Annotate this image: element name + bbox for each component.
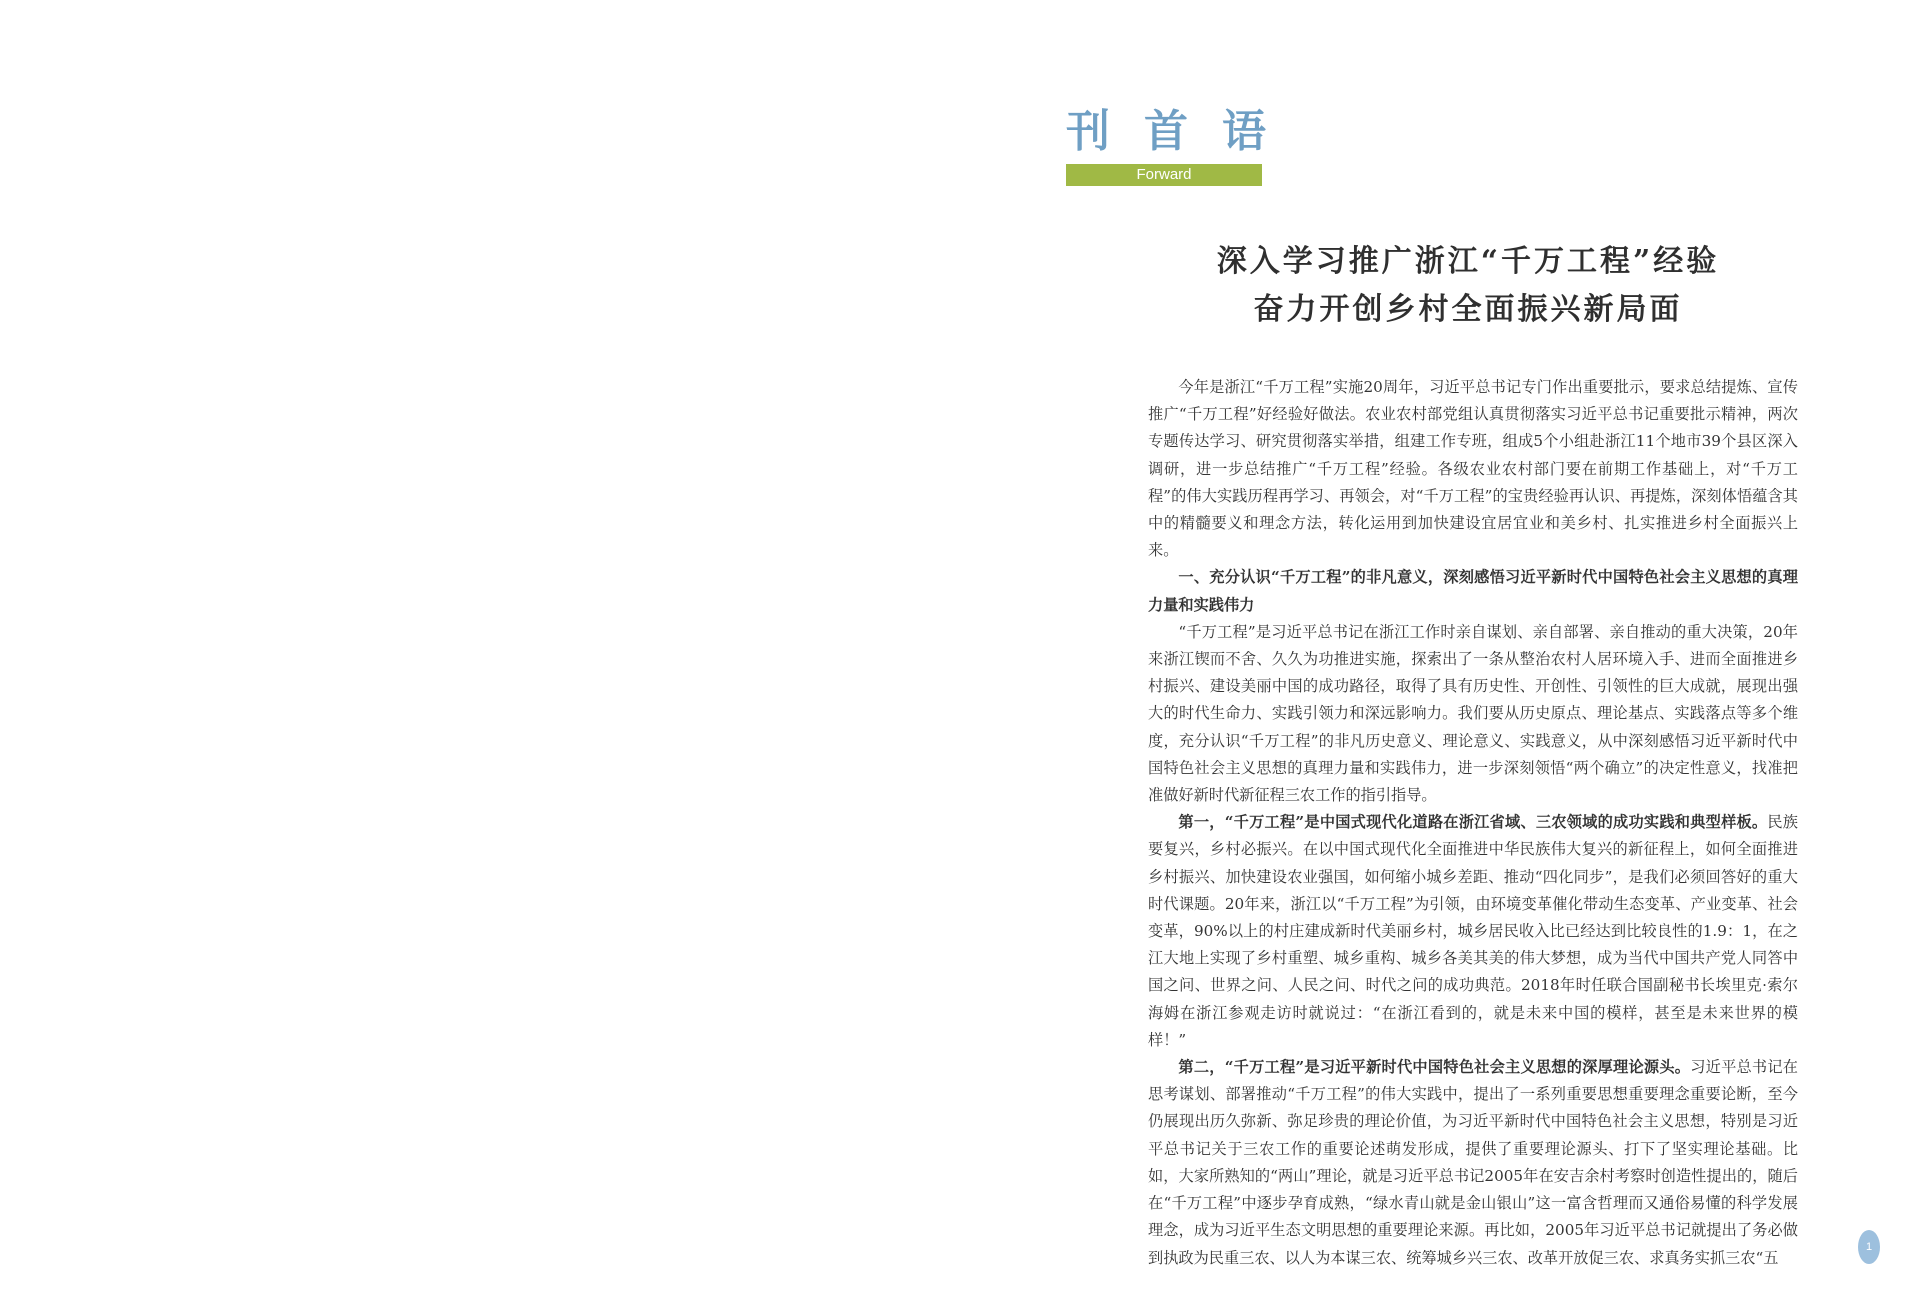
masthead-char-3: 语 bbox=[1222, 106, 1266, 157]
masthead-title bbox=[1066, 106, 1266, 158]
paragraph-4-lead: 第二，“千万工程”是习近平新时代中国特色社会主义思想的深厚理论源头。 bbox=[1178, 1058, 1691, 1077]
page-number: 1 bbox=[1858, 1230, 1880, 1264]
title-line-2: 奋力开创乡村全面振兴新局面 bbox=[1253, 292, 1683, 327]
masthead bbox=[1066, 106, 1266, 186]
section-heading-1: 一、充分认识“千万工程”的非凡意义，深刻感悟习近平新时代中国特色社会主义思想的真理力量和实践伟力 bbox=[1148, 568, 1798, 614]
article-body bbox=[1148, 374, 1798, 1272]
paragraph-2: “千万工程”是习近平总书记在浙江工作时亲自谋划、亲自部署、亲自推动的重大决策，20年来浙江锲而不舍、久久为功推进实施，探索出了一条从整治农村人居环境入手、进而全面推进乡村振兴、建设美丽中国的成功路径，取得了具有历史性、开创性、引领性的巨大成就，展现出强大的时代生命力、实践引领力和深远影响力。我们要从历史原点、理论基点、实践落点等多个维度，充分认识“千万工程”的非凡历史意义、理论意义、实践意义，从中深刻感悟习近平新时代中国特色社会主义思想的真理力量和实践伟力，进一步深刻领悟“两个确立”的决定性意义，找准把准做好新时代新征程三农工作的指引指导。 bbox=[1148, 622, 1798, 805]
paragraph-4-text: 习近平总书记在思考谋划、部署推动“千万工程”的伟大实践中，提出了一系列重要思想重要理念重要论断，至今仍展现出历久弥新、弥足珍贵的理论价值，为习近平新时代中国特色社会主义思想，特别是习近平总书记关于三农工作的重要论述萌发形成，提供了重要理论源头、打下了坚实理论基础。比如，大家所熟知的“两山”理论，就是习近平总书记2005年在安吉余村考察时创造性提出的，随后在“千万工程”中逐步孕育成熟，“绿水青山就是金山银山”这一富含哲理而又通俗易懂的科学发展理念，成为习近平生态文明思想的重要理论来源。再比如，2005年习近平总书记就提出了务必做到执政为民重三农、以人为本谋三农、统筹城乡兴三农、改革开放促三农、求真务实抓三农“五 bbox=[1148, 1058, 1798, 1267]
masthead-subtitle: Forward bbox=[1066, 164, 1262, 186]
paragraph-3-lead: 第一，“千万工程”是中国式现代化道路在浙江省域、三农领域的成功实践和典型样板。 bbox=[1178, 813, 1768, 832]
paragraph-3 bbox=[1148, 809, 1798, 1054]
article-title bbox=[1148, 238, 1788, 334]
paragraph-3-text: 民族要复兴，乡村必振兴。在以中国式现代化全面推进中华民族伟大复兴的新征程上，如何全面推进乡村振兴、加快建设农业强国，如何缩小城乡差距、推动“四化同步”，是我们必须回答好的重大时代课题。20年来，浙江以“千万工程”为引领，由环境变革催化带动生态变革、产业变革、社会变革，90%以上的村庄建成新时代美丽乡村，城乡居民收入比已经达到比较良性的1.9：1，在之江大地上实现了乡村重塑、城乡重构、城乡各美其美的伟大梦想，成为当代中国共产党人同答中国之问、世界之问、人民之问、时代之问的成功典范。2018年时任联合国副秘书长埃里克·索尔海姆在浙江参观走访时就说过：“在浙江看到的，就是未来中国的模样，甚至是未来世界的模样！” bbox=[1148, 813, 1798, 1049]
masthead-char-1: 刊 bbox=[1066, 106, 1110, 157]
title-line-1: 深入学习推广浙江“千万工程”经验 bbox=[1216, 244, 1720, 279]
paragraph-intro: 今年是浙江“千万工程”实施20周年，习近平总书记专门作出重要批示，要求总结提炼、宣传推广“千万工程”好经验好做法。农业农村部党组认真贯彻落实习近平总书记重要批示精神，两次专题传达学习、研究贯彻落实举措，组建工作专班，组成5个小组赴浙江11个地市39个县区深入调研，进一步总结推广“千万工程”经验。各级农业农村部门要在前期工作基础上，对“千万工程”的伟大实践历程再学习、再领会，对“千万工程”的宝贵经验再认识、再提炼，深刻体悟蕴含其中的精髓要义和理念方法，转化运用到加快建设宜居宜业和美乡村、扎实推进乡村全面振兴上来。 bbox=[1148, 378, 1798, 560]
paragraph-4 bbox=[1148, 1054, 1798, 1272]
masthead-char-2: 首 bbox=[1144, 106, 1188, 157]
